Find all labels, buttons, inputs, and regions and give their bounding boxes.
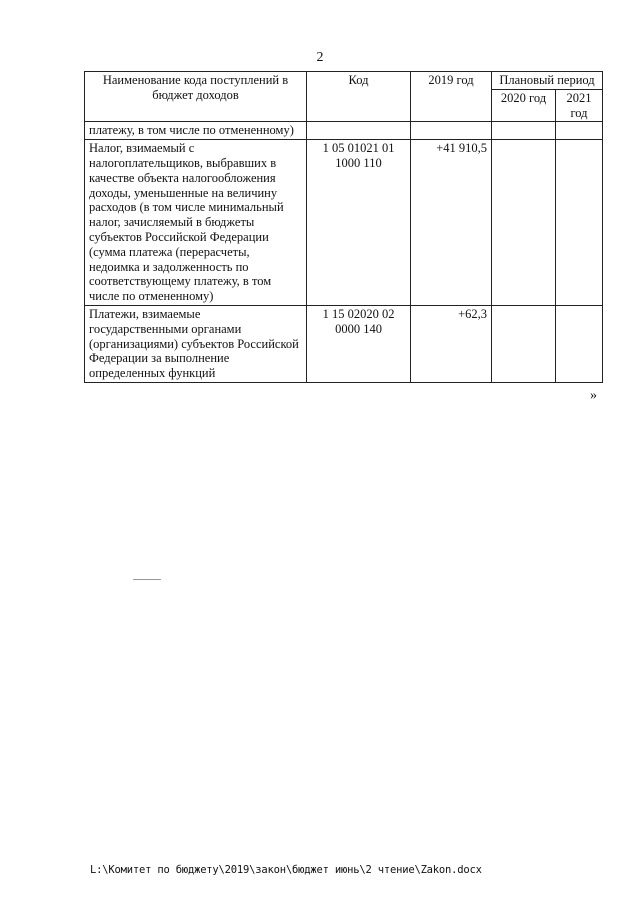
row-value-2021 xyxy=(556,140,603,306)
header-code: Код xyxy=(307,72,411,122)
header-name: Наименование кода поступлений в бюджет доходов xyxy=(85,72,307,122)
stray-mark xyxy=(133,579,161,580)
row-value-2020 xyxy=(492,140,556,306)
row-value-2020 xyxy=(492,305,556,382)
row-value-2020 xyxy=(492,122,556,140)
header-row-top xyxy=(85,72,603,90)
row-value-2021 xyxy=(556,122,603,140)
header-year-2019: 2019 год xyxy=(411,72,492,122)
table-row xyxy=(85,305,603,382)
row-code: 1 05 01021 01 1000 110 xyxy=(307,140,411,306)
row-value-2019 xyxy=(411,122,492,140)
row-value-2019: +62,3 xyxy=(411,305,492,382)
header-planning-period: Плановый период xyxy=(492,72,603,90)
closing-quote: » xyxy=(590,388,597,403)
table-row xyxy=(85,122,603,140)
revenue-table xyxy=(84,71,603,383)
row-value-2021 xyxy=(556,305,603,382)
row-value-2019: +41 910,5 xyxy=(411,140,492,306)
row-code xyxy=(307,122,411,140)
row-code: 1 15 02020 02 0000 140 xyxy=(307,305,411,382)
row-name: платежу, в том числе по отмененному) xyxy=(85,122,307,140)
row-name: Платежи, взимаемые государственными органами (организациями) субъектов Российской Федерации за выполнение определенных функций xyxy=(85,305,307,382)
footer-file-path: L:\Комитет по бюджету\2019\закон\бюджет июнь\2 чтение\Zakon.docx xyxy=(90,864,482,876)
header-year-2020: 2020 год xyxy=(492,89,556,122)
page-number: 2 xyxy=(316,50,324,65)
row-name: Налог, взимаемый с налогоплательщиков, выбравших в качестве объекта налогообложения доходы, уменьшенные на величину расходов (в том числе минимальный налог, зачисляемый в бюджеты субъектов Российской Федерации (сумма платежа (перерасчеты, недоимка и задолженность по соответствующему платежу, в том числе по отмененному) xyxy=(85,140,307,306)
table-row xyxy=(85,140,603,306)
header-year-2021: 2021 год xyxy=(556,89,603,122)
